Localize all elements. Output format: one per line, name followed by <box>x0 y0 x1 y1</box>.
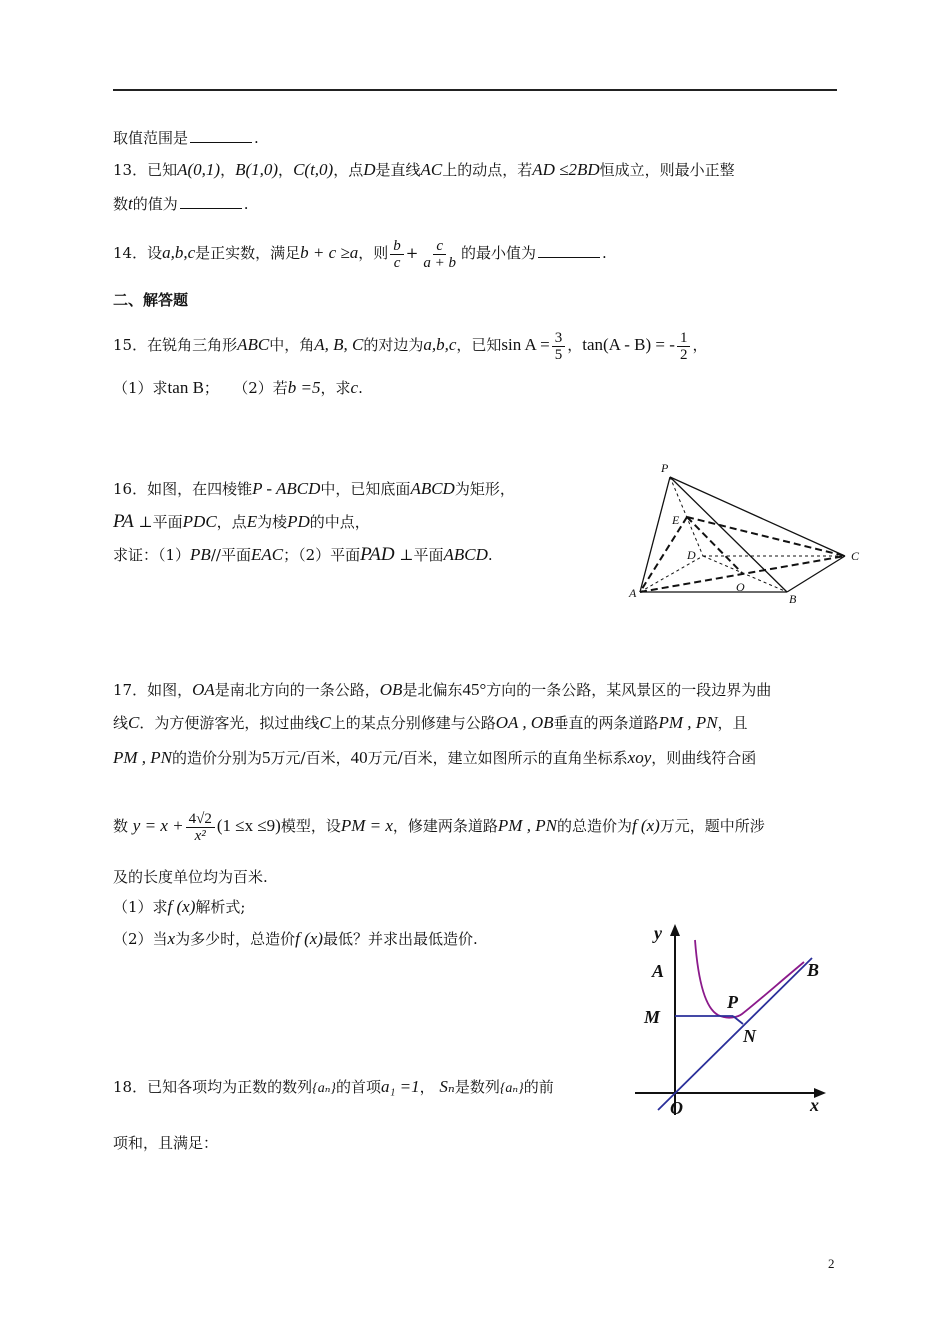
fraction-3-5: $\frac{3}{5}$ <box>552 330 566 363</box>
label-x: x <box>810 1095 819 1115</box>
header-rule <box>113 89 837 91</box>
segment-EC <box>687 517 845 556</box>
label-B: B <box>789 592 797 606</box>
q17-line1: 17．如图，OA是南北方向的一条公路，OB是北偏东45°方向的一条公路，某风景区的一段边界为曲 <box>113 680 772 699</box>
q16-line3: 求证：（1）PB//平面EAC；（2）平面PAD ⊥平面ABCD. <box>113 544 493 565</box>
q17-line4: 数 y = x + $\frac{4√2}{\text{x²}}$ (1 ≤x ≤9)模型，设PM = x，修建两条道路PM , PN的总造价为f (x)万元，题中所涉 <box>113 810 765 844</box>
edge-PB <box>670 477 787 592</box>
q12-tail: 取值范围是 . <box>113 129 259 147</box>
road-OB <box>658 958 812 1110</box>
q17-line3: PM , PN的造价分别为5万元/百米，40万元/百米，建立如图所示的直角坐标系xoy，则曲线符合函 <box>113 748 757 767</box>
road-figure <box>630 920 830 1125</box>
label-M: M <box>644 1007 661 1027</box>
label-y: y <box>654 923 662 943</box>
pyramid-figure <box>625 460 865 610</box>
q17-line2: 线C．为方便游客光，拟过曲线C上的某点分别修建与公路OA , OB垂直的两条道路PM , PN，且 <box>113 713 748 732</box>
answer-blank <box>538 243 600 258</box>
page-number: 2 <box>828 1256 835 1271</box>
label-O: O <box>736 580 745 594</box>
edge-PA <box>640 477 670 592</box>
road-PN <box>733 1016 743 1024</box>
label-E: E <box>672 513 680 527</box>
fraction-c-over-a-plus-b: $\frac{c}{a + b}$ <box>423 237 456 271</box>
answer-blank <box>180 194 242 209</box>
label-D: D <box>687 548 696 562</box>
label-A: A <box>629 586 637 600</box>
label-O: O <box>670 1098 683 1118</box>
segment-EO <box>687 517 743 574</box>
label-A: A <box>652 961 665 981</box>
q14-line: 14．设a,b,c是正实数，满足b + c ≥a，则 $\frac{b}{c}$ + $\frac{c}{a + b}$ 的最小值为 . <box>113 237 607 271</box>
q15-line1: 15．在锐角三角形ABC中，角A, B, C的对边为a,b,c，已知sin A = $\frac{3}{5}$ ，tan(A - B) = - $\frac{1}{2}$ ， <box>113 329 708 363</box>
label-B: B <box>807 960 820 980</box>
diag-BD <box>703 556 787 592</box>
q13-line2: 数t的值为 . <box>113 194 249 213</box>
q17-sub1: （1）求f (x)解析式; <box>113 897 246 916</box>
section-heading: 二、解答题 <box>113 291 189 309</box>
label-N: N <box>743 1026 756 1046</box>
fraction-4root2-over-x2: $\frac{4√2}{\text{x²}}$ <box>186 811 215 844</box>
q16-line1: 16．如图，在四棱锥P - ABCD中，已知底面ABCD为矩形， <box>113 479 515 498</box>
q15-line2: （1）求tan B； （2）若b =5，求c. <box>113 378 363 397</box>
label-P: P <box>661 461 669 475</box>
curve-C <box>695 940 804 1018</box>
y-axis-arrow <box>670 924 680 936</box>
answer-blank <box>190 128 252 143</box>
q13-line1: 13．已知A(0,1)，B(1,0)，C(t,0)，点D是直线AC上的动点，若AD ≤2BD恒成立，则最小正整 <box>113 160 735 179</box>
edge-PC <box>670 477 845 556</box>
fraction-1-2: $\frac{1}{2}$ <box>677 330 691 363</box>
fraction-b-over-c: $\frac{b}{c}$ <box>390 238 404 271</box>
q18-line1: 18．已知各项均为正数的数列{aₙ}的首项a₁ =1， Sₙ是数列{aₙ}的前 <box>113 1077 554 1096</box>
q17-line5: 及的长度单位均为百米. <box>113 868 268 886</box>
segment-EA <box>640 517 687 592</box>
q16-line2: PA ⊥平面PDC，点E为棱PD的中点， <box>113 511 370 532</box>
q18-line2: 项和，且满足： <box>113 1134 219 1152</box>
label-P: P <box>727 992 738 1012</box>
q17-sub2: （2）当x为多少时，总造价f (x)最低？并求出最低造价. <box>113 929 478 948</box>
label-C: C <box>851 549 860 563</box>
